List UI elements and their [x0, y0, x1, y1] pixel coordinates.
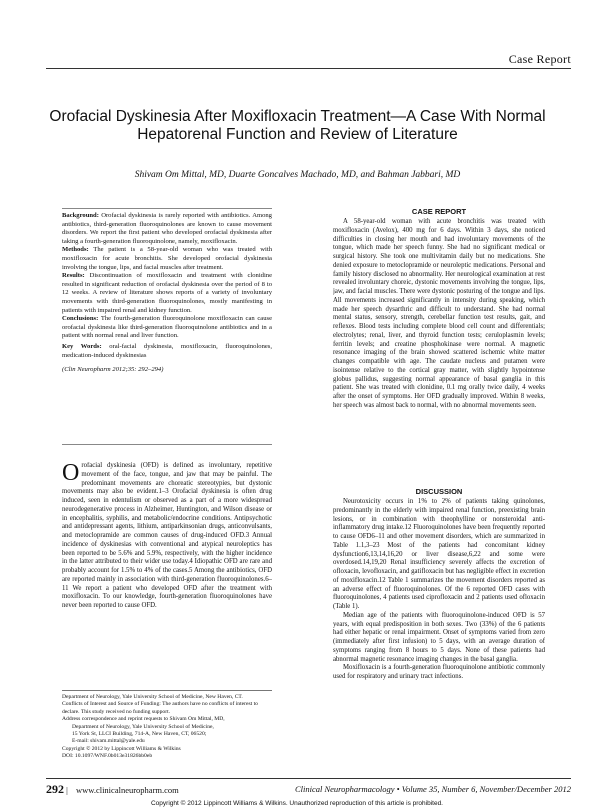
page-number: 292 — [46, 782, 64, 796]
discussion-text — [333, 498, 545, 773]
discussion-paragraph: Median age of the patients with fluoroquinolone-induced OFD is 57 years, with equal predisposition in both sexes. Two (33%) of the 6 patients had either hepatic or renal impairment. Onset of symptoms varied from zero (immediately after first infusion) to 5 days, with an average duration of symptoms ranging from 8 hours to 5 days. None of these patients had abnormal magnetic resonance imaging changes in the basal ganglia. — [333, 611, 545, 663]
case-report-heading: CASE REPORT — [411, 207, 467, 216]
drop-cap: O — [62, 462, 80, 486]
footer-divider — [46, 778, 571, 779]
abstract-conclusions: The fourth-generation fluoroquinolone moxifloxacin can cause orofacial dyskinesia like third-generation fluoroquinolone antibiotics and in a patient with normal renal and liver function. — [62, 315, 272, 340]
footnote-copyright: Copyright © 2012 by Lippincott Williams & Wilkins — [62, 745, 181, 752]
abstract-background: Orofacial dyskinesia is rarely reported with antibiotics. Among antibiotics, third-generation fluoroquinolones are known to cause movement disorders. We report the first patient who developed orofacial dyskinesia after taking a fourth-generation fluoroquinolone, namely, moxifloxacin. — [62, 212, 272, 245]
footer-separator: | — [66, 785, 70, 795]
abstract-results: Discontinuation of moxifloxacin and treatment with clonidine resulted in significant reduction of orofacial dyskinesia over the period of 8 to 12 weeks. A review of literature shows reports of a variety of involuntary movements with third-generation fluoroquinolones, mostly manifesting in patients with impaired renal and kidney function. — [62, 272, 272, 314]
footnote-doi: DOI: 10.1097/WNF.0b013e31826bb0eb — [62, 753, 153, 760]
abstract-results-label: Results: — [62, 272, 85, 280]
abstract-background-label: Background: — [62, 212, 99, 219]
copyright-notice: Copyright © 2012 Lippincott Williams & Wilkins. Unauthorized reproduction of this article is prohibited. — [150, 800, 443, 807]
introduction-text — [62, 462, 272, 647]
discussion-paragraph: Neurotoxicity occurs in 1% to 2% of patients taking quinolones, predominantly in the elderly with impaired renal function, preexisting brain lesions, or in combination with theophylline or nonsteroidal anti-inflammatory drug intake.12 Fluoroquinolones have been frequently reported to cause OFD6–11 and other movement disorders, which are summarized in Table 1.1,3–23 Most of the patients had concomitant kidney dysfunction6,13,14,16,20 or liver disease,6,22 and some were overdosed.14,19,20 Renal insufficiency severely affects the excretion of ofloxacin, levofloxacin, and gatifloxacin but has negligible effect in excretion of moxifloxacin.12 Table 1 summarizes the movement disorders reported as an adverse effect of fluoroquinolones. Of the 6 reported OFD cases with fluoroquinolones, 4 patients used ciprofloxacin and 2 patients used ofloxacin (Table 1). — [333, 498, 545, 610]
footnote-correspondence: Address correspondence and reprint requests to Shivam Om Mittal, MD, — [62, 716, 225, 723]
abstract-conclusions-label: Conclusions: — [62, 315, 99, 323]
footnote-affiliation: Department of Neurology, Yale University School of Medicine, New Haven, CT. — [62, 694, 243, 700]
section-divider — [46, 68, 571, 69]
section-label: Case Report — [508, 52, 571, 66]
citation: (Clin Neuropharm 2012;35: 292–294) — [62, 366, 164, 374]
case-report-text — [333, 218, 545, 474]
footnote-address-department: Department of Neurology, Yale University School of Medicine, — [72, 723, 214, 730]
abstract-methods-label: Methods: — [62, 246, 89, 254]
discussion-heading: DISCUSSION — [415, 487, 463, 496]
journal-citation: Clinical Neuropharmacology • Volume 35, Number 6, November/December 2012 — [294, 784, 571, 794]
page-footer — [46, 782, 571, 797]
abstract-box — [62, 208, 272, 445]
journal-url-link[interactable]: www.clinicalneuropharm.com — [75, 785, 179, 795]
abstract-methods: The patient is a 58-year-old woman who was treated with moxifloxacin for acute bronchitis. She developed orofacial dyskinesia involving the tongue, lips, and facial muscles after treatment. — [62, 246, 272, 271]
footnotes — [62, 690, 272, 761]
footnote-conflicts: Conflicts of Interest and Source of Funding: The authors have no conflicts of interest to declare. This study received no funding support. — [62, 701, 258, 715]
keywords: oral-facial dyskinesia, moxifloxacin, fluoroquinolones, medication-induced dyskinesias — [62, 342, 272, 359]
footnote-email: E-mail: shivam.mittal@yale.edu — [72, 738, 145, 745]
introduction-paragraph: rofacial dyskinesia (OFD) is defined as involuntary, repetitive movement of the face, tongue, and jaw that may be painful. The predominant movements are choreatic stereotypies, but dystonic movements may also be evident.1–3 Orofacial dyskinesia is often drug induced, seen in edentulism or observed as a part of a more widespread neurodegenerative process in Alzheimer, Huntington, and Wilson disease or in encephalitis, syphilis, and metabolic/endocrine conditions. Antipsychotic and antidepressant agents, lithium, antiparkinsonian drugs, anticonvulsants, and metoclopramide are common causes of drug-induced OFD.3 Annual incidence of dyskinesias with conventional and atypical neuroleptics has been reported to be 5.6% and 5.9%, respectively, with the higher incidence in the latter attributed to their wider use today.4 Idiopathic OFD are rare and probably account for 1.5% to 4% of the cases.5 Among the antibiotics, OFD are reported mainly in association with third-generation fluoroquinolones.6–11 We report a patient who developed OFD after the treatment with moxifloxacin. To our knowledge, fourth-generation fluoroquinolones have never been reported to cause OFD. — [62, 462, 272, 609]
keywords-label: Key Words: — [62, 342, 102, 350]
discussion-paragraph: Moxifloxacin is a fourth-generation fluoroquinolone antibiotic commonly used for respiratory and urinary tract infections. — [333, 664, 545, 680]
case-report-paragraph: A 58-year-old woman with acute bronchitis was treated with moxifloxacin (Avelox), 400 mg for 6 days. Within 3 days, she noticed difficulties in closing her mouth and had involuntary movements of the tongue, which made her speech funny. She had no significant medical or surgical history. She took one multivitamin daily but no medications. She denied exposure to metoclopramide or neuroleptic medications. Personal and family history disclosed no abnormality. Her neurological examination at rest revealed involuntary choreic, dystonic movements involving the tongue, lips, jaw, and facial muscles. There were dystonic posturing of the tongue and lips. All movements increased significantly in intensity during speaking, which made her speech dysarthric and difficult to understand. She had normal mental status, sensory, strength, cerebellar function test results, gait, and reflexes. Blood tests including complete blood cell count and differentials; electrolytes; renal, liver, and thyroid function tests; ceruloplasmin levels; ferritin levels; and creatine phosphokinase were normal. A magnetic resonance imaging of the brain showed scattered ischemic white matter changes compatible with age. The caudate nucleus and putamen were isointense relative to the cortical gray matter, with slightly hypointense globus pallidus, suggesting normal appearance of basal ganglia in this patient. She was treated with clonidine, 0.1 mg orally twice daily, 4 weeks after the onset of symptoms. Her OFD gradually improved. Within 8 weeks, her speech was almost back to normal, with no abnormal movements seen. — [333, 218, 545, 409]
article-title: Orofacial Dyskinesia After Moxifloxacin Treatment—A Case With Normal Hepatorenal Function and Review of Literature — [49, 108, 546, 143]
footnote-address-street: 15 York St, LLCI Building, 714-A, New Haven, CT, 06520; — [72, 731, 207, 738]
article-authors: Shivam Om Mittal, MD, Duarte Goncalves Machado, MD, and Bahman Jabbari, MD — [134, 170, 461, 180]
